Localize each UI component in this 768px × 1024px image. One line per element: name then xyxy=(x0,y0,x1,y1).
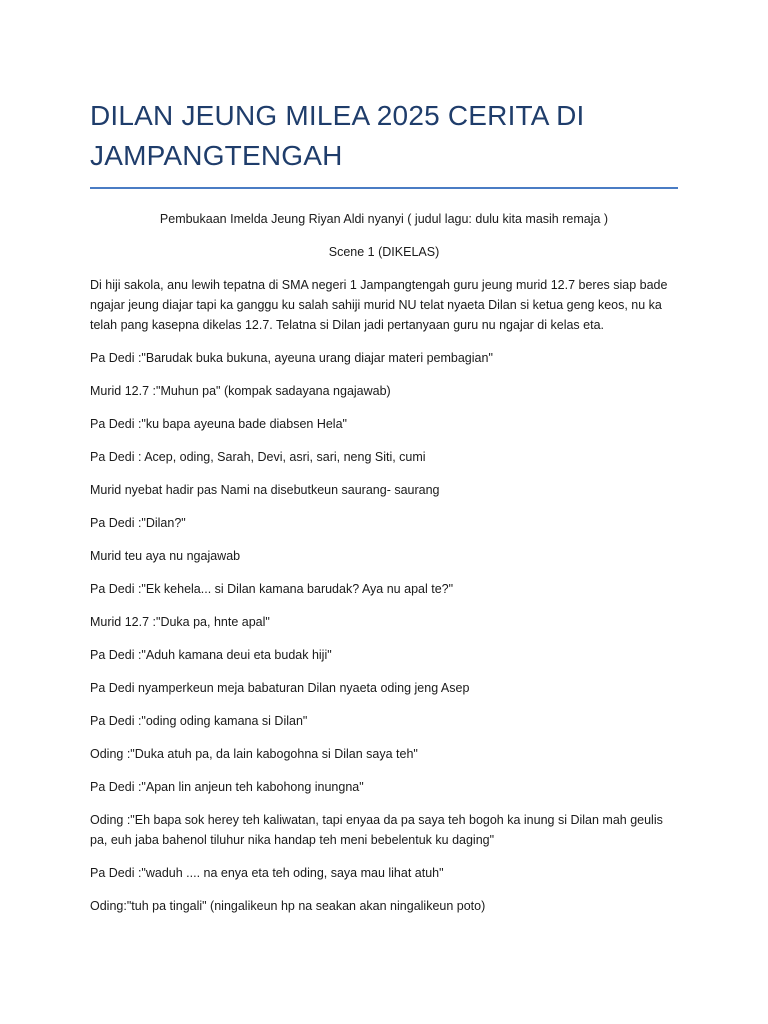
dialogue-line: Pa Dedi :"Apan lin anjeun teh kabohong inungna" xyxy=(90,780,364,794)
dialogue-line: Pa Dedi :"Dilan?" xyxy=(90,516,186,530)
dialogue-line: Murid 12.7 :"Muhun pa" (kompak sadayana ngajawab) xyxy=(90,384,391,398)
dialogue-line: Oding :"Duka atuh pa, da lain kabogohna si Dilan saya teh" xyxy=(90,747,418,761)
dialogue-line: Murid nyebat hadir pas Nami na disebutkeun saurang- saurang xyxy=(90,483,440,497)
dialogue-line: Pa Dedi :"Ek kehela... si Dilan kamana barudak? Aya nu apal te?" xyxy=(90,582,454,596)
dialogue-line: Pa Dedi : Acep, oding, Sarah, Devi, asri, sari, neng Siti, cumi xyxy=(90,450,426,464)
dialogue-line: Oding:"tuh pa tingali" (ningalikeun hp na seakan akan ningalikeun poto) xyxy=(90,899,486,913)
dialogue-line: Murid 12.7 :"Duka pa, hnte apal" xyxy=(90,615,270,629)
scene-heading: Scene 1 (DIKELAS) xyxy=(328,245,440,259)
dialogue-line: Pa Dedi :"ku bapa ayeuna bade diabsen Hela" xyxy=(90,417,347,431)
title-divider xyxy=(90,187,678,189)
dialogue-line: Pa Dedi :"Barudak buka bukuna, ayeuna urang diajar materi pembagian" xyxy=(90,351,493,365)
dialogue-line: Pa Dedi :"waduh .... na enya eta teh oding, saya mau lihat atuh" xyxy=(90,866,444,880)
dialogue-line: Pa Dedi :"oding oding kamana si Dilan" xyxy=(90,714,308,728)
dialogue-line: Pa Dedi nyamperkeun meja babaturan Dilan nyaeta oding jeng Asep xyxy=(90,681,470,695)
document-title: DILAN JEUNG MILEA 2025 CERITA DI JAMPANGTENGAH xyxy=(90,100,585,171)
dialogue-line: Pa Dedi :"Aduh kamana deui eta budak hiji" xyxy=(90,648,332,662)
opening-line: Pembukaan Imelda Jeung Riyan Aldi nyanyi ( judul lagu: dulu kita masih remaja ) xyxy=(159,212,609,226)
document-page xyxy=(90,96,678,916)
intro-paragraph: Di hiji sakola, anu lewih tepatna di SMA negeri 1 Jampangtengah guru jeung murid 12.7 beres siap bade ngajar jeung diajar tapi ka ganggu ku salah sahiji murid NU telat nyaeta Dilan si ketua geng keos, nu ka telah pang kasepna dikelas 12.7. Telatna si Dilan jadi pertanyaan guru nu ngajar di kelas eta. xyxy=(90,278,668,332)
dialogue-line: Murid teu aya nu ngajawab xyxy=(90,549,241,563)
dialogue-line: Oding :"Eh bapa sok herey teh kaliwatan, tapi enyaa da pa saya teh bogoh ka inung si Dilan mah geulis pa, euh jaba bahenol tiluhur nika handap teh meni bebelentuk ku daging" xyxy=(90,813,663,847)
